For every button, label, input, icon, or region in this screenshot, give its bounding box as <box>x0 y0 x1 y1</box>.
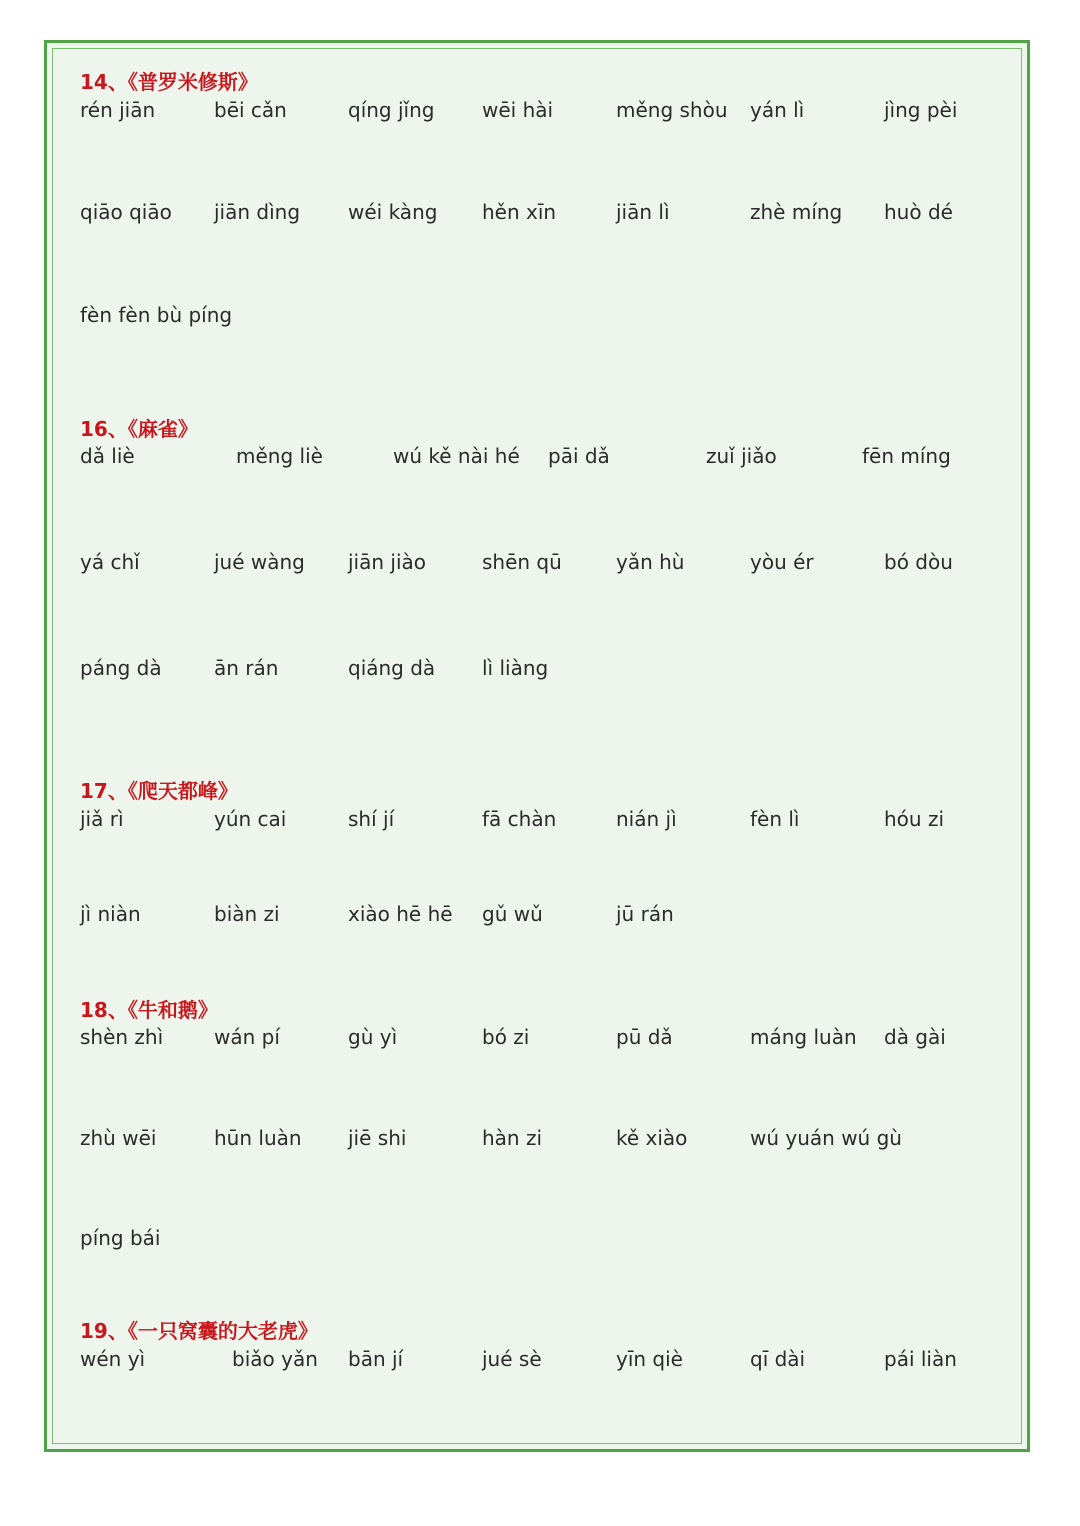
pinyin-word: wú kě nài hé <box>393 444 520 468</box>
pinyin-word: hūn luàn <box>214 1126 302 1150</box>
pinyin-word: jū rán <box>616 902 674 926</box>
lesson-title: 14、《普罗米修斯》 <box>80 70 258 94</box>
pinyin-word: rén jiān <box>80 98 156 122</box>
pinyin-word: bēi cǎn <box>214 98 287 122</box>
pinyin-word: kě xiào <box>616 1126 688 1150</box>
pinyin-word: zuǐ jiǎo <box>706 444 777 468</box>
pinyin-word: wén yì <box>80 1347 146 1371</box>
pinyin-word: qī dài <box>750 1347 806 1371</box>
pinyin-word: jì niàn <box>80 902 141 926</box>
pinyin-word: měng shòu <box>616 98 728 122</box>
pinyin-word: zhù wēi <box>80 1126 157 1150</box>
pinyin-word: ān rán <box>214 656 279 680</box>
page-frame-inner <box>52 48 1022 1444</box>
pinyin-word: wú yuán wú gù <box>750 1126 902 1150</box>
lesson-title: 19、《一只窝囊的大老虎》 <box>80 1319 318 1343</box>
pinyin-word: jiē shi <box>348 1126 407 1150</box>
pinyin-word: biǎo yǎn <box>232 1347 318 1371</box>
pinyin-word: biàn zi <box>214 902 280 926</box>
pinyin-word: qiāo qiāo <box>80 200 172 224</box>
pinyin-word: bó zi <box>482 1025 530 1049</box>
pinyin-word: shēn qū <box>482 550 562 574</box>
pinyin-word: qíng jǐng <box>348 98 435 122</box>
pinyin-word: jué wàng <box>214 550 305 574</box>
pinyin-word: fèn fèn bù píng <box>80 303 233 327</box>
pinyin-word: shí jí <box>348 807 395 831</box>
pinyin-word: hóu zi <box>884 807 944 831</box>
pinyin-word: lì liàng <box>482 656 549 680</box>
pinyin-word: fā chàn <box>482 807 557 831</box>
pinyin-word: yún cai <box>214 807 287 831</box>
pinyin-word: yá chǐ <box>80 550 140 574</box>
pinyin-word: xiào hē hē <box>348 902 453 926</box>
page-frame <box>44 40 1030 1452</box>
pinyin-word: jiān dìng <box>214 200 301 224</box>
pinyin-word: shèn zhì <box>80 1025 164 1049</box>
pinyin-word: huò dé <box>884 200 953 224</box>
lesson-title: 18、《牛和鹅》 <box>80 998 218 1022</box>
pinyin-word: fēn míng <box>862 444 951 468</box>
pinyin-word: gǔ wǔ <box>482 902 543 926</box>
pinyin-word: bó dòu <box>884 550 953 574</box>
pinyin-word: máng luàn <box>750 1025 857 1049</box>
pinyin-word: jiǎ rì <box>80 807 124 831</box>
pinyin-word: píng bái <box>80 1226 161 1250</box>
pinyin-word: pái liàn <box>884 1347 957 1371</box>
pinyin-word: jìng pèi <box>884 98 958 122</box>
pinyin-word: hěn xīn <box>482 200 557 224</box>
pinyin-word: pāi dǎ <box>548 444 610 468</box>
pinyin-word: jiān lì <box>616 200 670 224</box>
pinyin-word: qiáng dà <box>348 656 436 680</box>
pinyin-word: yǎn hù <box>616 550 685 574</box>
pinyin-word: páng dà <box>80 656 162 680</box>
pinyin-word: dǎ liè <box>80 444 135 468</box>
pinyin-word: jué sè <box>482 1347 542 1371</box>
pinyin-word: wán pí <box>214 1025 280 1049</box>
pinyin-word: zhè míng <box>750 200 843 224</box>
pinyin-word: yòu ér <box>750 550 814 574</box>
pinyin-word: yīn qiè <box>616 1347 683 1371</box>
pinyin-word: fèn lì <box>750 807 800 831</box>
pinyin-word: nián jì <box>616 807 677 831</box>
pinyin-word: wéi kàng <box>348 200 438 224</box>
pinyin-word: hàn zi <box>482 1126 543 1150</box>
pinyin-word: yán lì <box>750 98 805 122</box>
pinyin-word: bān jí <box>348 1347 404 1371</box>
pinyin-word: měng liè <box>236 444 323 468</box>
pinyin-word: pū dǎ <box>616 1025 673 1049</box>
pinyin-word: wēi hài <box>482 98 554 122</box>
lesson-title: 16、《麻雀》 <box>80 417 198 441</box>
pinyin-word: dà gài <box>884 1025 946 1049</box>
pinyin-word: jiān jiào <box>348 550 427 574</box>
lesson-title: 17、《爬天都峰》 <box>80 779 238 803</box>
pinyin-word: gù yì <box>348 1025 398 1049</box>
